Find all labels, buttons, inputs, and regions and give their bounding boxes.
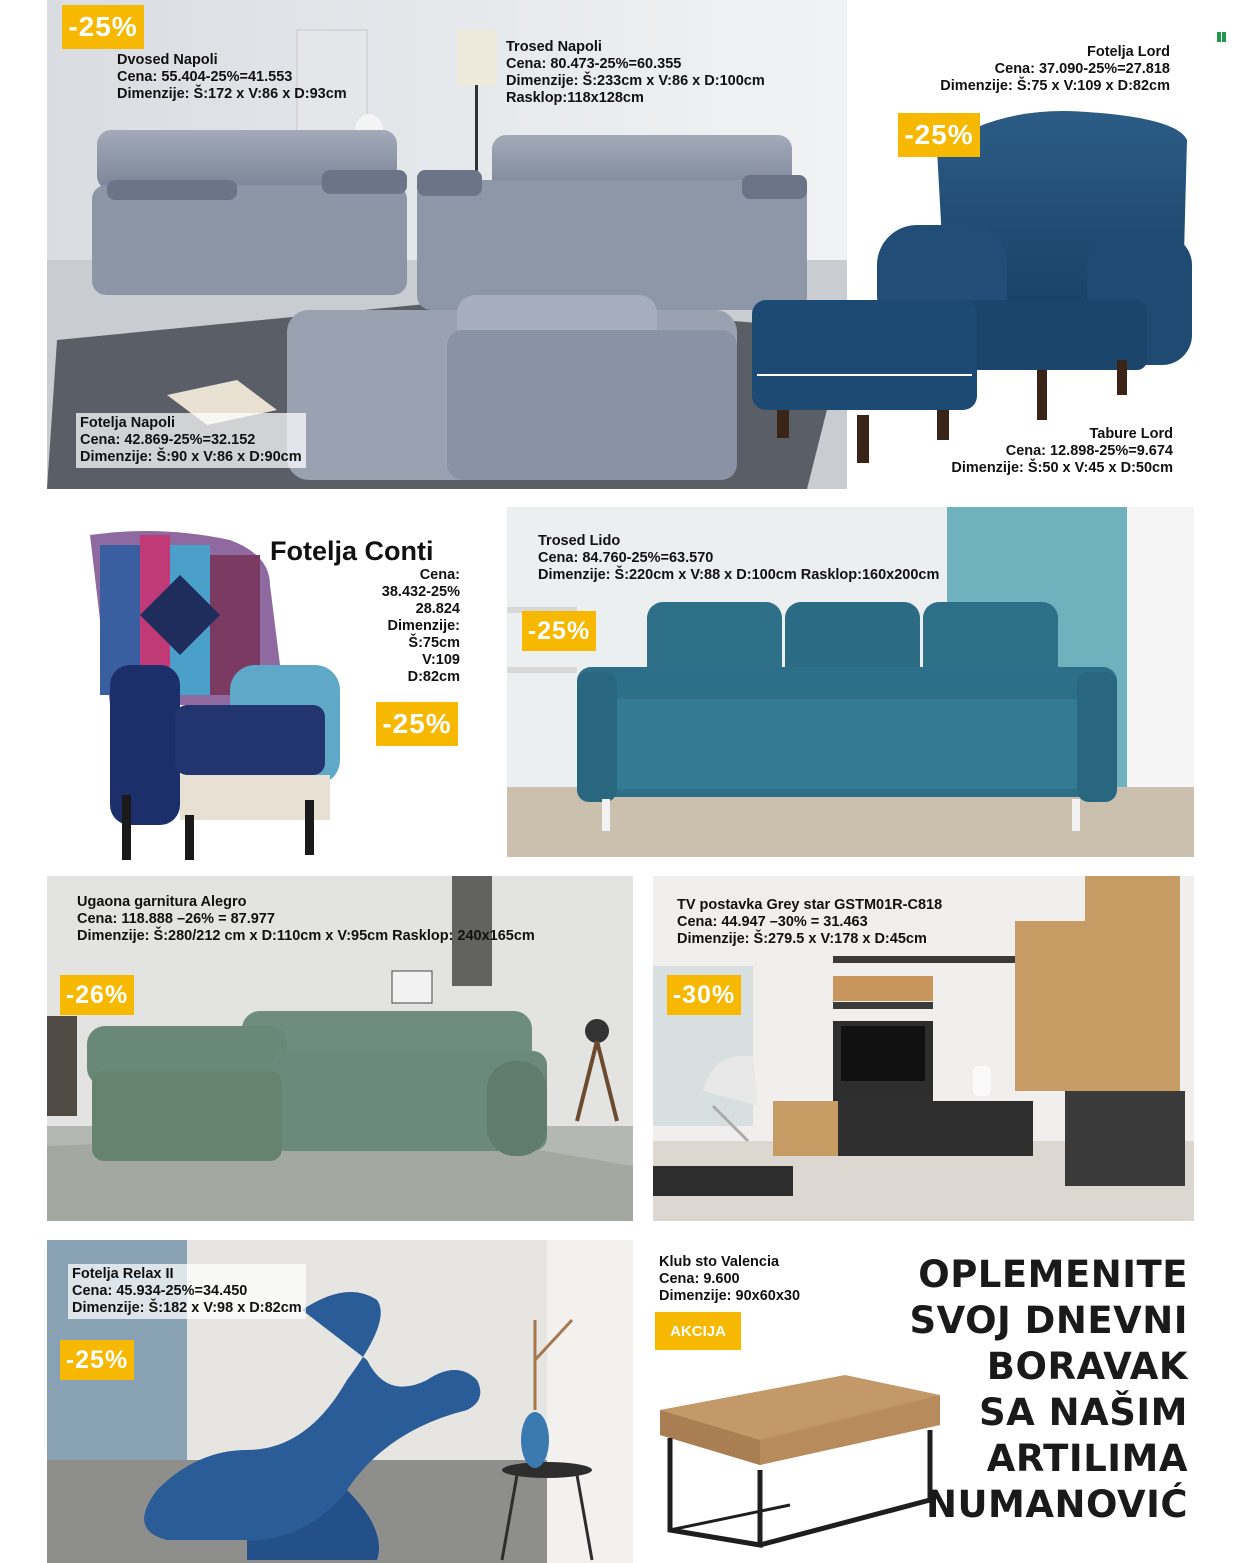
alegro-discount-badge: -26% <box>60 975 134 1015</box>
trosed-lido-label <box>538 533 939 584</box>
klub-sto-valencia-name: Klub sto Valencia <box>659 1254 780 1270</box>
fotelja-napoli-label <box>76 413 306 468</box>
trosed-napoli-dims: Dimenzije: Š:233cm x V:86 x D:100cm <box>506 73 765 89</box>
akcija-badge: AKCIJA <box>655 1312 741 1350</box>
conti-line-3: Dimenzije: <box>387 618 460 634</box>
tv-postavka-price: Cena: 44.947 –30% = 31.463 <box>677 914 868 930</box>
corner-logo-icon <box>1216 30 1228 44</box>
slogan-line-1: SVOJ DNEVNI <box>909 1299 1188 1342</box>
fotelja-conti-title: Fotelja Conti <box>270 536 434 566</box>
conti-line-0: Cena: <box>419 567 460 583</box>
ugaona-alegro-dims: Dimenzije: Š:280/212 cm x D:110cm x V:95cm Rasklop: 240x165cm <box>77 928 535 944</box>
fotelja-lord-dims: Dimenzije: Š:75 x V:109 x D:82cm <box>940 78 1170 94</box>
slogan-line-3: SA NAŠIM <box>979 1391 1188 1434</box>
tv-postavka-name: TV postavka Grey star GSTM01R-C818 <box>677 897 943 913</box>
trosed-napoli-label <box>506 39 765 107</box>
slogan-line-2: BORAVAK <box>986 1345 1188 1388</box>
napoli-discount-badge: -25% <box>62 5 144 49</box>
tv-postavka-dims: Dimenzije: Š:279.5 x V:178 x D:45cm <box>677 931 927 947</box>
fotelja-lord-label <box>940 44 1170 95</box>
fotelja-lord-name: Fotelja Lord <box>1087 44 1170 60</box>
fotelja-conti-details <box>382 567 460 686</box>
klub-sto-valencia-photo <box>650 1370 950 1550</box>
lord-discount-badge: -25% <box>898 113 980 157</box>
fotelja-relax-label <box>68 1264 306 1319</box>
fotelja-napoli-name: Fotelja Napoli <box>80 415 176 431</box>
slogan-line-5: NUMANOVIĆ <box>926 1483 1188 1526</box>
klub-sto-valencia-label <box>659 1254 800 1305</box>
dvosed-napoli-dims: Dimenzije: Š:172 x V:86 x D:93cm <box>117 86 347 102</box>
tabure-lord-label <box>951 426 1173 477</box>
ugaona-alegro-name: Ugaona garnitura Alegro <box>77 894 247 910</box>
klub-sto-valencia-price: Cena: 9.600 <box>659 1271 740 1287</box>
slogan-line-0: OPLEMENITE <box>918 1253 1188 1296</box>
fotelja-relax-price: Cena: 45.934-25%=34.450 <box>72 1283 248 1299</box>
ugaona-alegro-price: Cena: 118.888 –26% = 87.977 <box>77 911 275 927</box>
slogan-line-4: ARTILIMA <box>986 1437 1188 1480</box>
conti-line-1: 38.432-25% <box>381 584 460 600</box>
dvosed-napoli-price: Cena: 55.404-25%=41.553 <box>117 69 293 85</box>
tabure-lord-name: Tabure Lord <box>1089 426 1173 442</box>
trosed-lido-price: Cena: 84.760-25%=63.570 <box>538 550 714 566</box>
lido-discount-badge: -25% <box>522 611 596 651</box>
fotelja-relax-dims: Dimenzije: Š:182 x V:98 x D:82cm <box>72 1300 302 1316</box>
conti-line-6: D:82cm <box>407 669 460 685</box>
slogan-block <box>909 1252 1188 1528</box>
dvosed-napoli-label <box>117 52 347 103</box>
conti-line-4: Š:75cm <box>408 635 460 651</box>
trosed-napoli-price: Cena: 80.473-25%=60.355 <box>506 56 682 72</box>
trosed-napoli-unfold: Rasklop:118x128cm <box>506 90 644 106</box>
klub-sto-valencia-dims: Dimenzije: 90x60x30 <box>659 1288 801 1304</box>
dvosed-napoli-name: Dvosed Napoli <box>117 52 218 68</box>
trosed-napoli-name: Trosed Napoli <box>506 39 602 55</box>
tabure-lord-price: Cena: 12.898-25%=9.674 <box>1005 443 1173 459</box>
conti-line-5: V:109 <box>422 652 460 668</box>
tv-discount-badge: -30% <box>667 975 741 1015</box>
tv-postavka-label <box>677 897 942 948</box>
tabure-lord-dims: Dimenzije: Š:50 x V:45 x D:50cm <box>951 460 1173 476</box>
trosed-lido-dims: Dimenzije: Š:220cm x V:88 x D:100cm Rasklop:160x200cm <box>538 567 940 583</box>
conti-line-2: 28.824 <box>415 601 460 617</box>
fotelja-lord-price: Cena: 37.090-25%=27.818 <box>994 61 1170 77</box>
trosed-lido-name: Trosed Lido <box>538 533 621 549</box>
fotelja-relax-name: Fotelja Relax II <box>72 1266 174 1282</box>
ugaona-alegro-label <box>77 894 535 945</box>
fotelja-napoli-dims: Dimenzije: Š:90 x V:86 x D:90cm <box>80 449 302 465</box>
fotelja-napoli-price: Cena: 42.869-25%=32.152 <box>80 432 256 448</box>
relax-discount-badge: -25% <box>60 1340 134 1380</box>
conti-discount-badge: -25% <box>376 702 458 746</box>
fotelja-conti-photo <box>80 525 350 865</box>
